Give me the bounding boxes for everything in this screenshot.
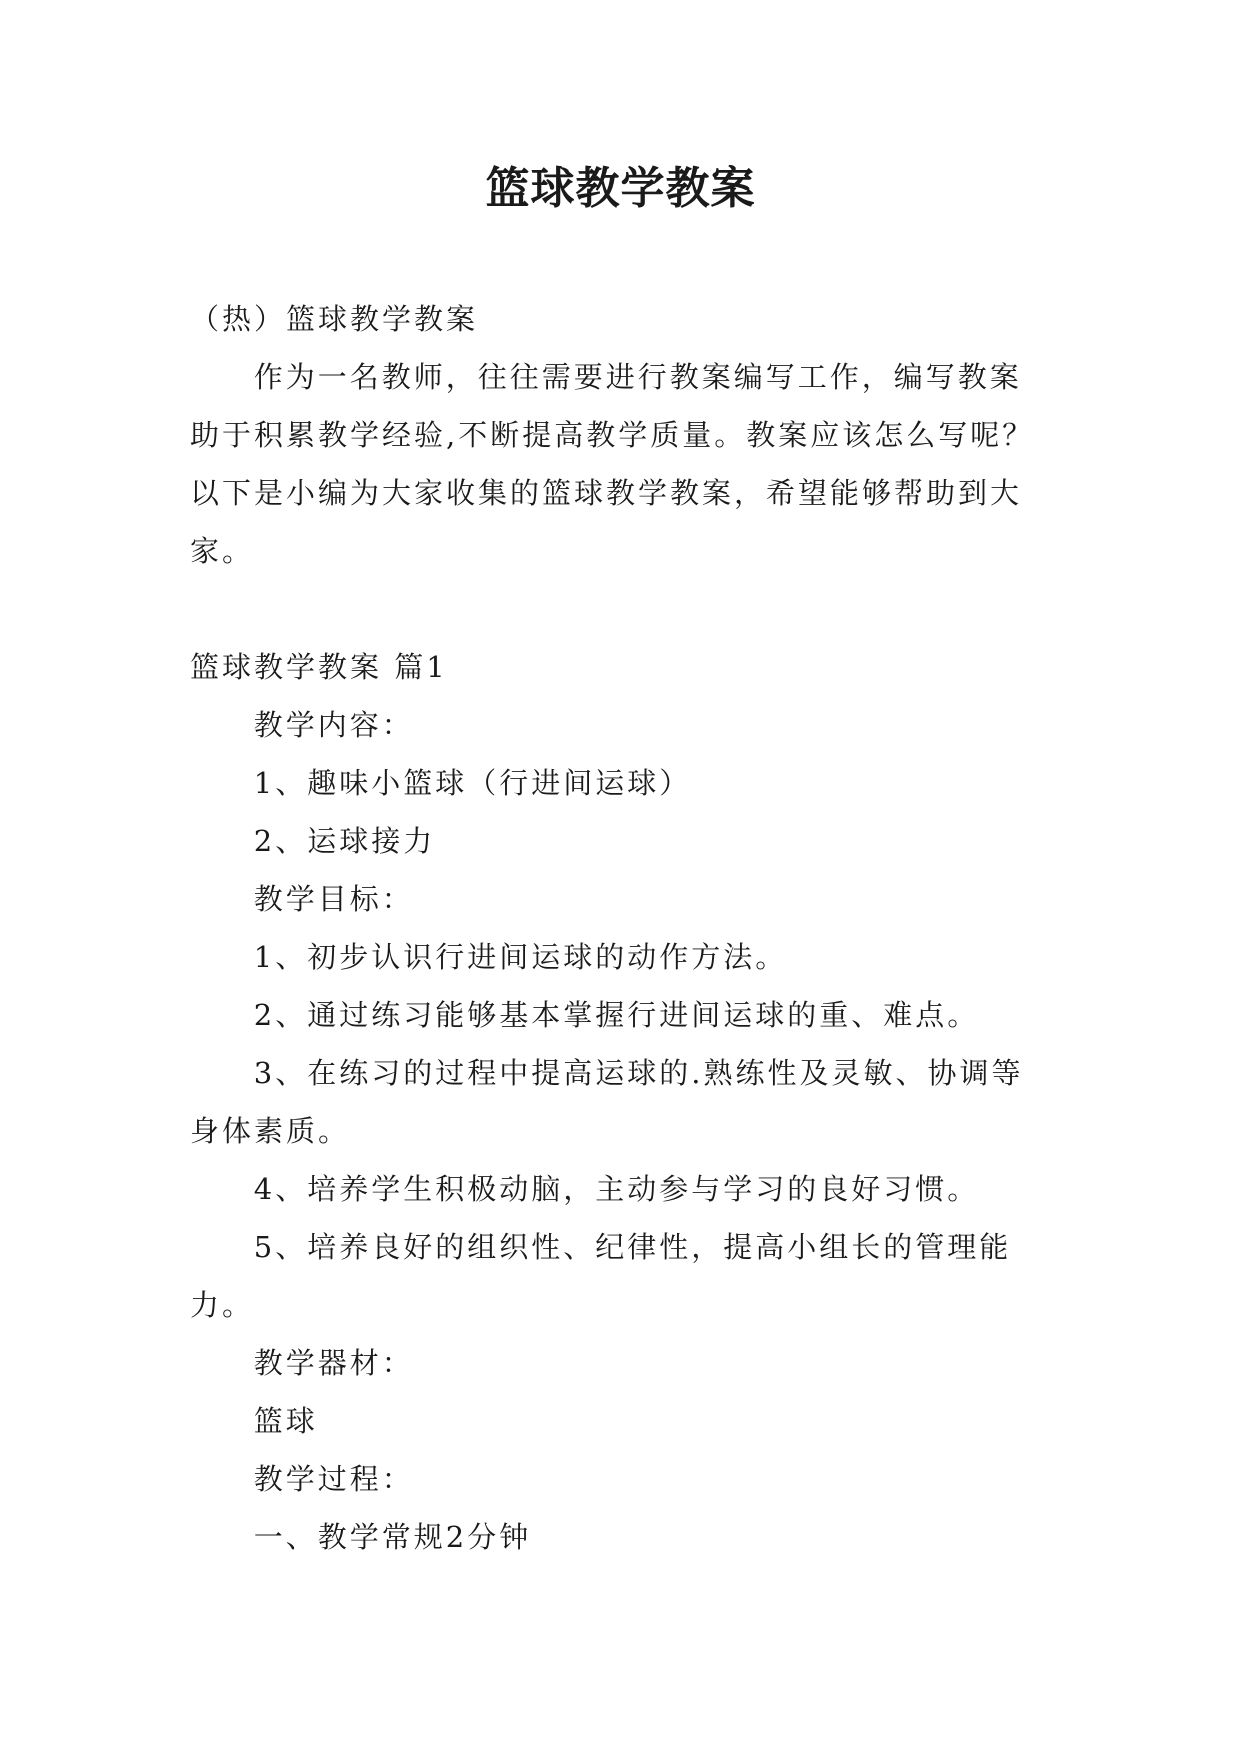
- subtitle-line: （热）篮球教学教案: [190, 302, 479, 336]
- paragraph: 教学器材：: [253, 1346, 414, 1380]
- paragraph: 2、通过练习能够基本掌握行进间运球的重、难点。: [253, 998, 980, 1032]
- document-title: 篮球教学教案: [485, 163, 756, 214]
- paragraph: 1、趣味小篮球（行进间运球）: [253, 766, 692, 800]
- document-body: [190, 290, 1050, 1566]
- paragraph: 1、初步认识行进间运球的动作方法。: [253, 940, 788, 974]
- paragraph: 3、在练习的过程中提高运球的.熟练性及灵敏、协调等身体素质。: [190, 1056, 1024, 1148]
- paragraph: 教学目标：: [253, 882, 414, 916]
- paragraph: 教学过程：: [253, 1462, 414, 1496]
- paragraph-gap: [190, 580, 1050, 638]
- paragraph: 篮球: [253, 1404, 318, 1438]
- paragraph: 5、培养良好的组织性、纪律性，提高小组长的管理能力。: [190, 1230, 1012, 1322]
- paragraph: 一、教学常规2分钟: [253, 1520, 532, 1554]
- intro-paragraph: 作为一名教师，往往需要进行教案编写工作，编写教案助于积累教学经验,不断提高教学质量。教案应该怎么写呢？以下是小编为大家收集的篮球教学教案，希望能够帮助到大家。: [190, 360, 1035, 568]
- paragraph: 2、运球接力: [253, 824, 436, 858]
- paragraph: 教学内容：: [253, 708, 414, 742]
- paragraph: 4、培养学生积极动脑，主动参与学习的良好习惯。: [253, 1172, 980, 1206]
- section-heading: 篮球教学教案 篇1: [190, 650, 448, 684]
